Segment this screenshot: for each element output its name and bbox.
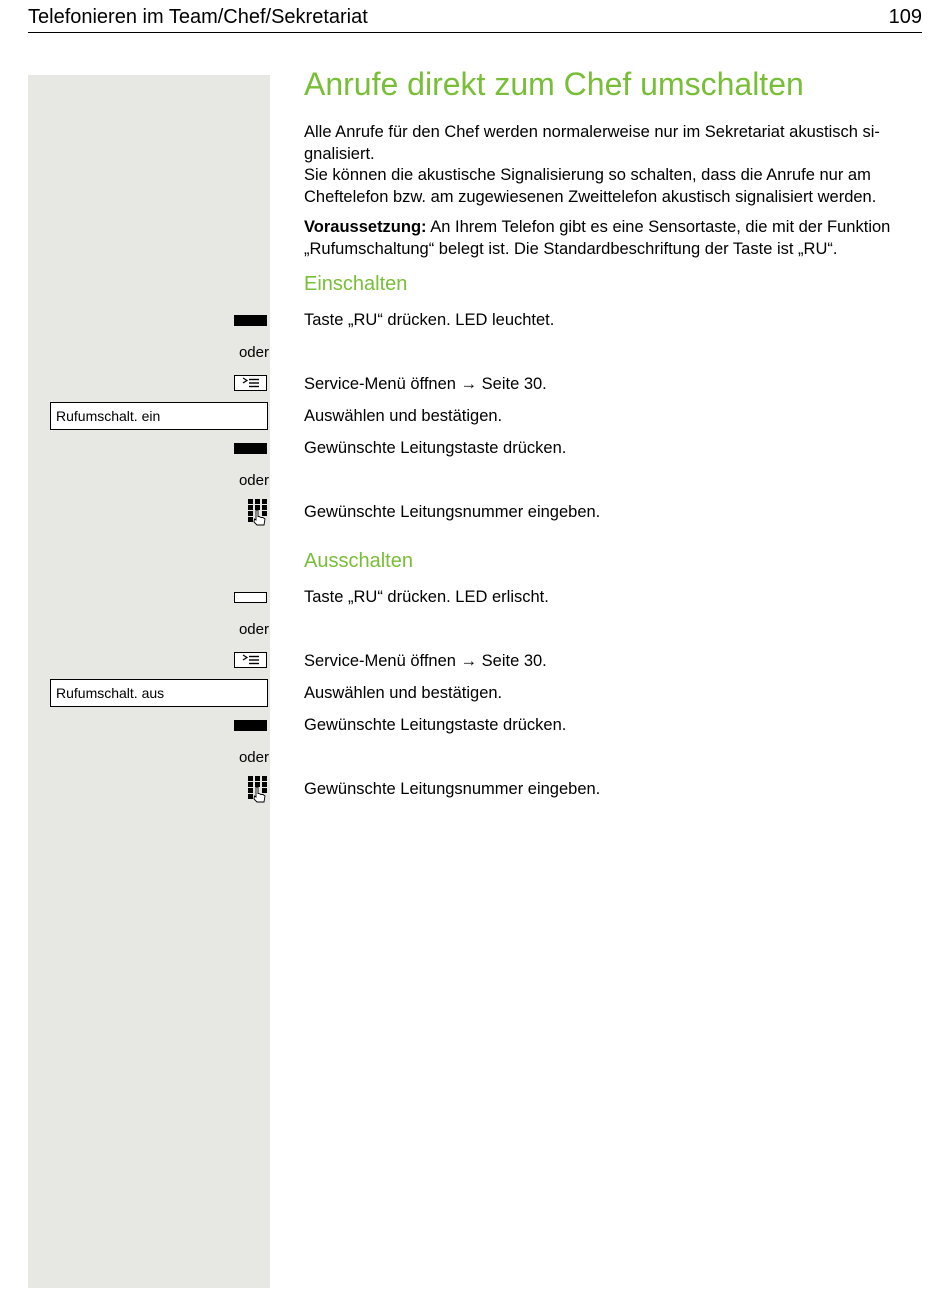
step-text: Service-Menü öffnen → Seite 30. xyxy=(304,375,547,393)
step-text: Auswählen und bestätigen. xyxy=(304,407,503,425)
intro-line: gnalisiert. xyxy=(304,144,375,163)
step-text: Taste „RU“ drücken. LED leuchtet. xyxy=(304,311,555,329)
keypad-icon xyxy=(248,776,268,803)
oder-label: oder xyxy=(238,749,269,766)
prerequisite-text: An Ihrem Telefon gibt es eine Sensortaste, die mit der Funktion xyxy=(426,218,891,236)
arrow-right-icon: → xyxy=(460,652,478,670)
header-title: Telefonieren im Team/Chef/Sekretariat xyxy=(28,6,368,28)
key-lit-icon xyxy=(234,720,267,731)
intro-paragraph xyxy=(304,122,922,208)
key-lit-icon xyxy=(234,443,267,454)
prerequisite-text: „Rufumschaltung“ belegt ist. Die Standardbeschriftung der Taste ist „RU“. xyxy=(304,239,838,258)
step-text: Gewünschte Leitungsnummer eingeben. xyxy=(304,780,601,798)
service-menu-icon xyxy=(234,652,267,668)
intro-line: Alle Anrufe für den Chef werden normalerweise nur im Sekretariat akustisch si- xyxy=(304,123,880,141)
step-text: Auswählen und bestätigen. xyxy=(304,684,503,702)
keypad-icon xyxy=(248,499,268,526)
step-text: Gewünschte Leitungstaste drücken. xyxy=(304,439,567,457)
oder-label: oder xyxy=(238,621,269,638)
page-number: 109 xyxy=(888,6,922,28)
step-text: Service-Menü öffnen → Seite 30. xyxy=(304,652,547,670)
arrow-right-icon: → xyxy=(460,375,478,393)
key-lit-icon xyxy=(234,315,267,326)
section-heading-ausschalten: Ausschalten xyxy=(304,550,413,572)
prerequisite-label: Voraussetzung: xyxy=(304,218,427,236)
section-heading-einschalten: Einschalten xyxy=(304,273,408,295)
display-menu-item[interactable]: Rufumschalt. ein xyxy=(50,402,268,430)
step-text: Taste „RU“ drücken. LED erlischt. xyxy=(304,588,549,606)
step-text: Gewünschte Leitungsnummer eingeben. xyxy=(304,503,601,521)
intro-line: Sie können die akustische Signalisierung so schalten, dass die Anrufe nur am xyxy=(304,166,871,184)
oder-label: oder xyxy=(238,344,269,361)
page-title: Anrufe direkt zum Chef umschalten xyxy=(304,66,804,102)
display-menu-item[interactable]: Rufumschalt. aus xyxy=(50,679,268,707)
intro-line: Cheftelefon bzw. am zugewiesenen Zweittelefon akustisch signalisiert werden. xyxy=(304,187,877,206)
key-unlit-icon xyxy=(234,592,267,603)
header-divider xyxy=(28,32,922,33)
prerequisite-paragraph xyxy=(304,217,922,260)
step-text: Gewünschte Leitungstaste drücken. xyxy=(304,716,567,734)
oder-label: oder xyxy=(238,472,269,489)
service-menu-icon xyxy=(234,375,267,391)
